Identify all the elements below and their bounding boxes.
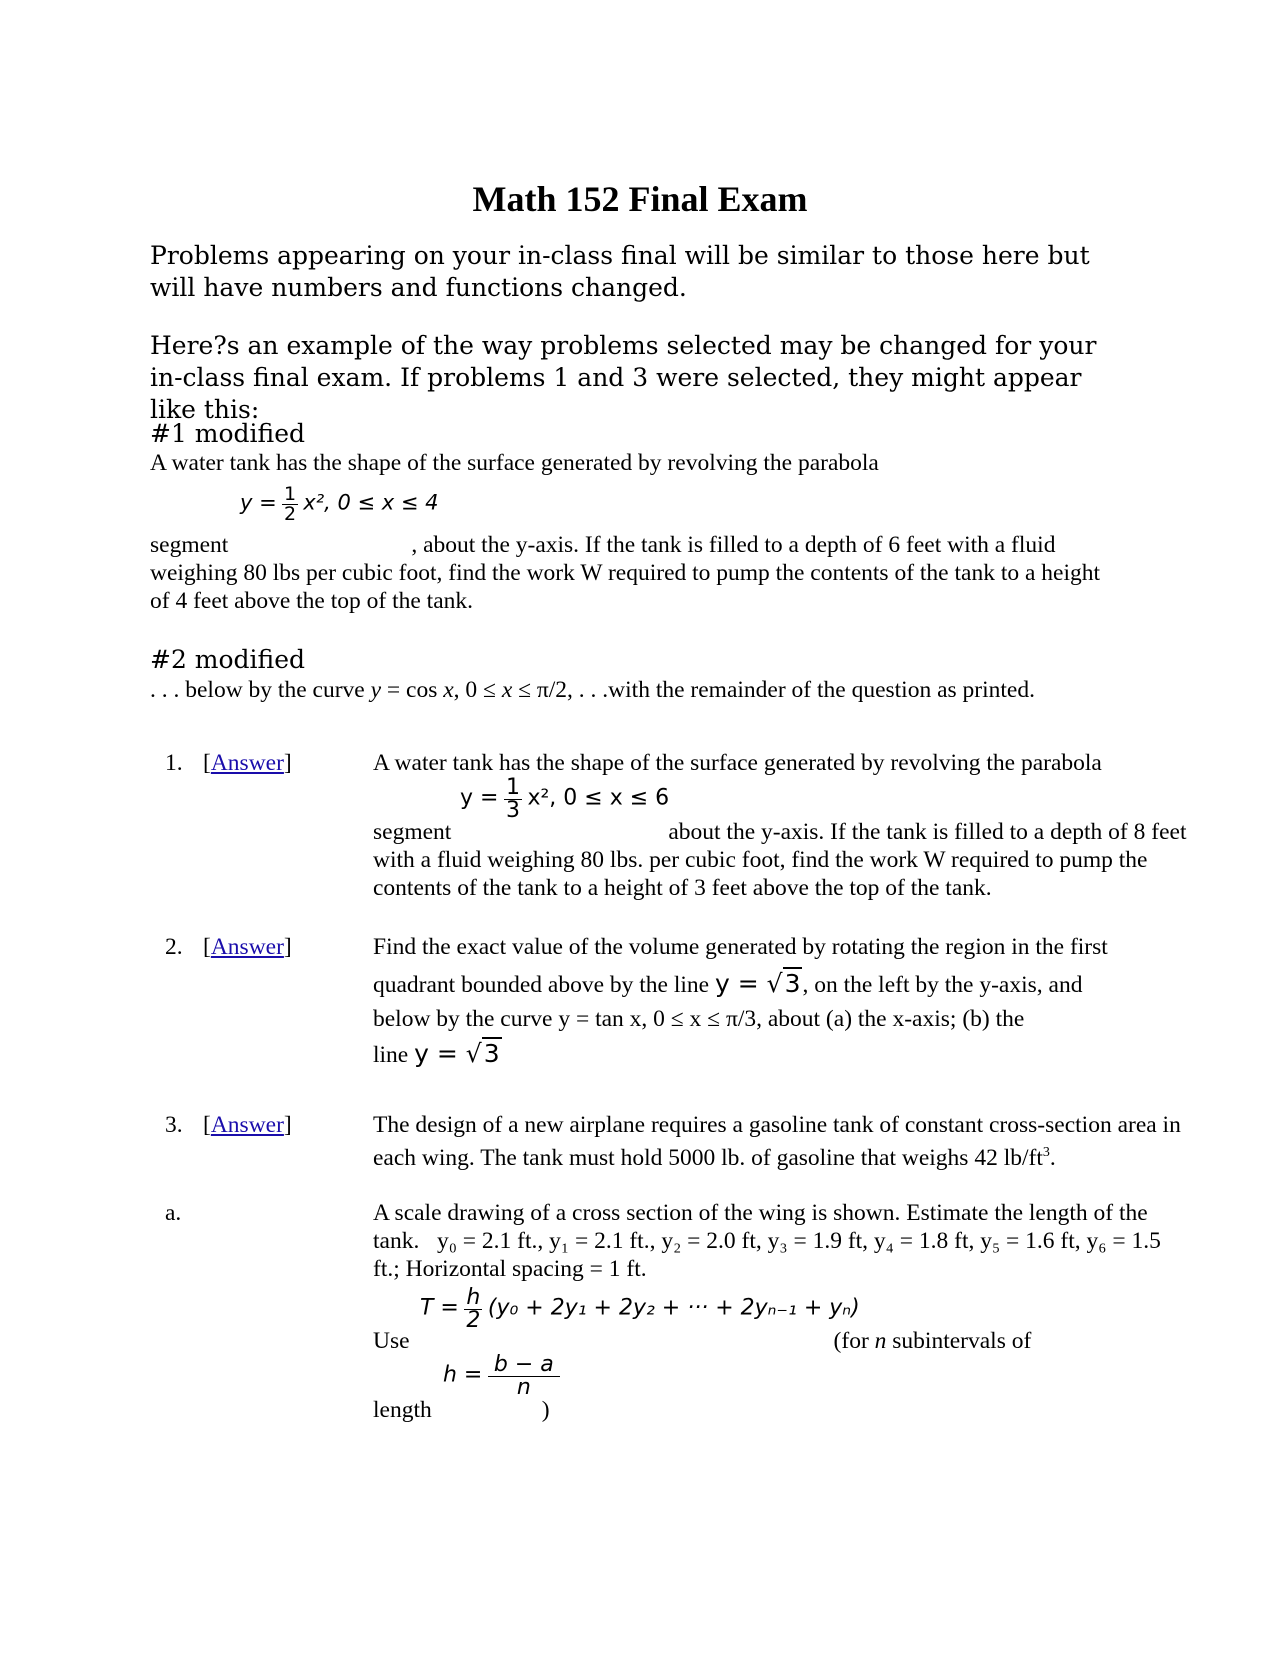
trapezoid-equation: T = $\frac{h}{2}$ (y₀ + 2y₁ + 2y₂ + ··· + 2yₙ₋₁ + yₙ)	[420, 1285, 860, 1333]
page-title: Math 152 Final Exam	[472, 179, 808, 219]
part-a-label: a.	[165, 1200, 182, 1226]
part-a-use-line: Use (for n subintervals of	[373, 1328, 1032, 1354]
mod1-equation: y = $\frac{1}{2}$ x², 0 ≤ x ≤ 4	[240, 483, 439, 525]
item-3-answer: [Answer]	[203, 1112, 292, 1138]
sqrt-equation-1: y = √3	[714, 969, 801, 998]
part-a-length-line: length )	[373, 1397, 550, 1423]
sqrt-equation-2: y = √3	[414, 1039, 500, 1068]
item-1-segment-word: segment	[373, 819, 452, 845]
mod1-line1: A water tank has the shape of the surface generated by revolving the parabola	[150, 450, 879, 476]
item-1-paragraph	[373, 818, 1198, 902]
item-2-number: 2.	[165, 934, 183, 960]
item-2-line3: below by the curve y = tan x, 0 ≤ x ≤ π/3, about (a) the x-axis; (b) the	[373, 1006, 1025, 1032]
item-1-line1: A water tank has the shape of the surface generated by revolving the parabola	[373, 750, 1102, 776]
mod1-after-eq: , about the y-axis. If the tank is filled to a depth of 6 feet with a fluid weighing 80 lbs per cubic foot, find the work W required to pump the contents of the tank to a height of 4 feet above the top of the tank.	[150, 532, 1101, 614]
item-3-number: 3.	[165, 1112, 183, 1138]
item-2-answer: [Answer]	[203, 934, 292, 960]
item-1-answer: [Answer]	[203, 750, 292, 776]
mod1-heading: #1 modified	[150, 419, 306, 448]
item-2-answer-link[interactable]: Answer	[210, 934, 284, 960]
item-2-line2: quadrant bounded above by the line y = √3, on the left by the y-axis, and	[373, 969, 1083, 998]
item-2-line1: Find the exact value of the volume generated by rotating the region in the first	[373, 934, 1108, 960]
mod2-text: . . . below by the curve y = cos x, 0 ≤ x ≤ π/2, . . .with the remainder of the question as printed.	[150, 677, 1035, 703]
item-2-line4: line y = √3	[373, 1039, 500, 1068]
item-1-number: 1.	[165, 750, 183, 776]
item-1-answer-link[interactable]: Answer	[210, 750, 284, 776]
item-1-equation: y = $\frac{1}{3}$ x², 0 ≤ x ≤ 6	[460, 775, 670, 823]
mod1-segment-word: segment	[150, 532, 229, 558]
intro-paragraph-1: Problems appearing on your in-class final will be similar to those here but will have numbers and functions changed.	[150, 241, 1090, 302]
mod1-paragraph	[150, 531, 1110, 615]
intro-paragraph-2: Here?s an example of the way problems selected may be changed for your in-class final exam. If problems 1 and 3 were selected, they might appear like this:	[150, 331, 1097, 424]
item-3-text: The design of a new airplane requires a gasoline tank of constant cross-section area in each wing. The tank must hold 5000 lb. of gasoline that weighs 42 $lb/ft^3$.	[373, 1112, 1181, 1171]
mod2-heading: #2 modified	[150, 645, 306, 674]
item-1-after-eq: about the y-axis. If the tank is filled to a depth of 8 feet with a fluid weighing 80 lbs. per cubic foot, find the work W required to pump the contents of the tank to a height of 3 feet above the top of the tank.	[373, 819, 1187, 901]
h-equation: h = $\frac{b - a}{n}$	[443, 1354, 560, 1399]
part-a-text: A scale drawing of a cross section of the wing is shown. Estimate the length of the tank. y₀ = 2.1 ft., y₁ = 2.1 ft., y₂ = 2.0 ft, y₃ = 1.9 ft, y₄ = 1.8 ft, y₅ = 1.6 ft, y₆ = 1.5 ft.; Horizontal spacing = 1 ft.	[373, 1200, 1161, 1282]
item-3-answer-link[interactable]: Answer	[210, 1112, 284, 1138]
